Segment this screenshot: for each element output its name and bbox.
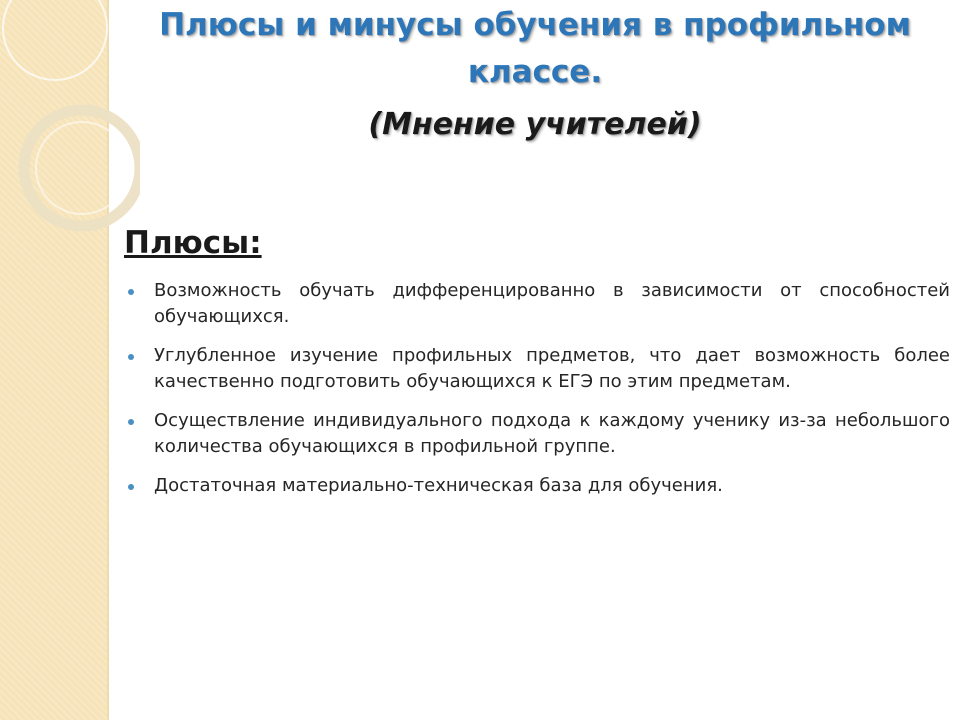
bullet-dot-icon [128,419,134,425]
list-item [124,278,950,330]
decorative-rings [0,0,140,260]
slide-subtitle: (Мнение учителей) [368,107,702,142]
list-item-text: Углубленное изучение профильных предметов, что дает возможность более качественно подготовить обучающихся к ЕГЭ по этим предметам. [154,345,950,392]
bullet-dot-icon [128,289,134,295]
list-item [124,343,950,395]
slide-title: Плюсы и минусы обучения в профильном классе. [159,7,911,90]
decorative-ring-top [3,0,107,80]
section-heading-pros: Плюсы: [124,225,262,261]
list-item-text: Осуществление индивидуального подхода к каждому ученику из-за небольшого количества обучающихся в профильной группе. [154,410,950,457]
bullet-dot-icon [128,354,134,360]
list-item-text: Возможность обучать дифференцированно в зависимости от способностей обучающихся. [154,280,950,327]
list-item [124,473,950,499]
list-item [124,408,950,460]
decorative-ring-middle-inner [36,122,128,214]
pros-list [124,278,950,512]
bullet-dot-icon [128,484,134,490]
list-item-text: Достаточная материально-техническая база для обучения. [154,475,723,496]
